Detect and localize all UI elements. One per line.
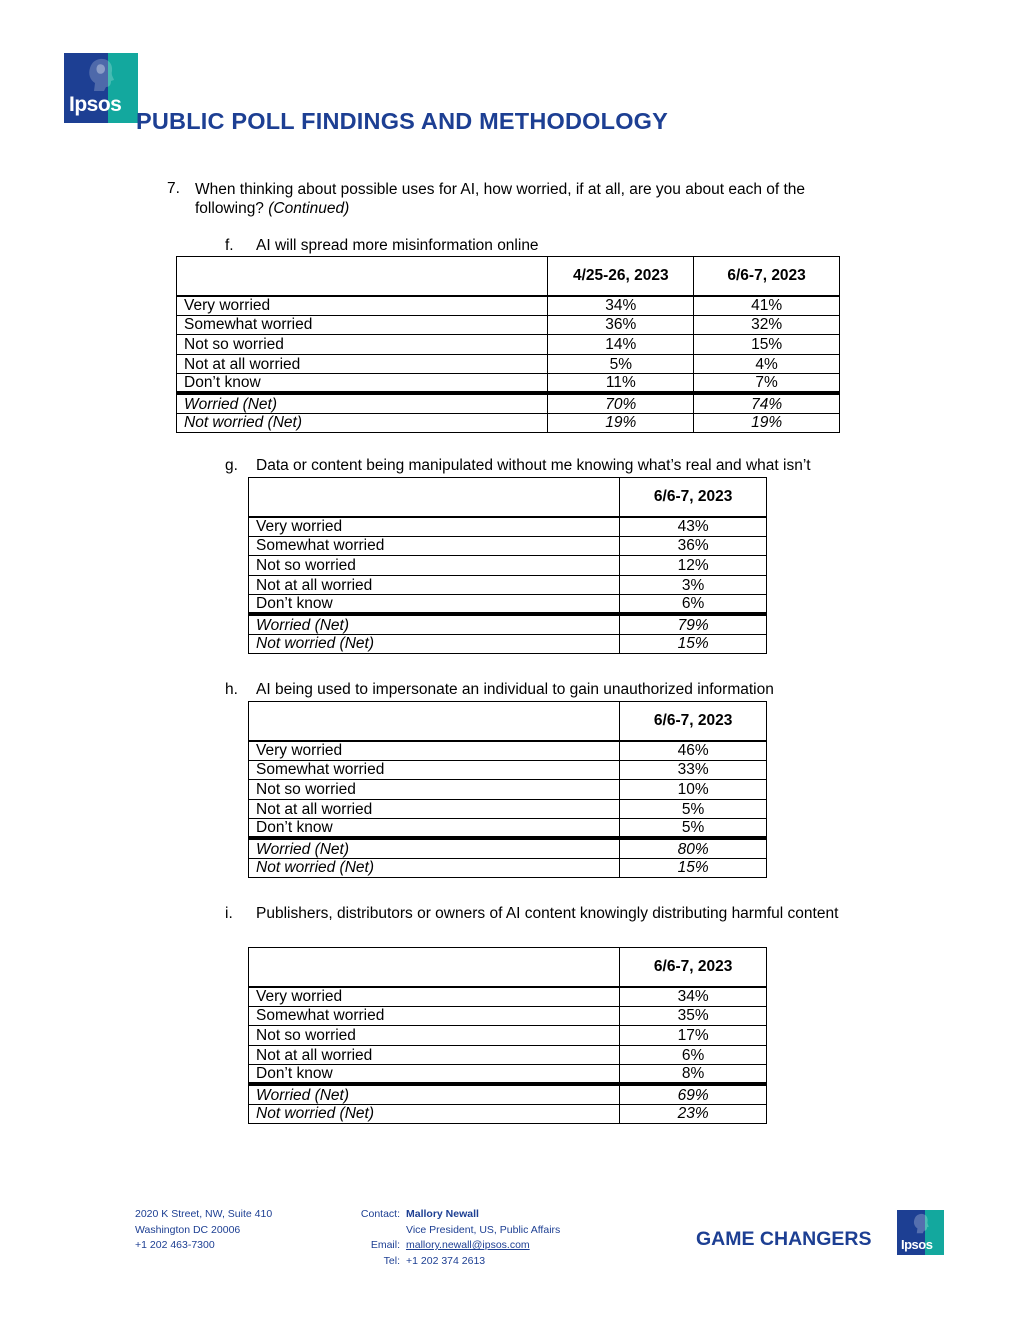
contact-email-link[interactable]: mallory.newall@ipsos.com [406,1239,530,1251]
section-text: Data or content being manipulated without me knowing what’s real and what isn’t [256,457,811,474]
cell-value: 12% [620,556,767,576]
results-table-i [248,947,767,1124]
table-header-blank [177,257,548,296]
table-header-row [177,257,840,296]
profile-head-icon [912,1212,930,1234]
question-continued: (Continued) [268,200,350,217]
table-row [177,335,840,355]
tagline: GAME CHANGERS [696,1228,872,1250]
net-row [177,413,840,433]
row-label: Not at all worried [249,1045,620,1065]
row-label: Not at all worried [249,799,620,819]
column-header: 6/6-7, 2023 [620,948,767,987]
row-label: Very worried [249,741,620,761]
cell-value: 34% [548,296,694,316]
cell-value: 36% [620,536,767,556]
page-title: PUBLIC POLL FINDINGS AND METHODOLOGY [136,108,669,134]
column-header: 6/6-7, 2023 [620,702,767,741]
contact-name: Mallory Newall [406,1208,479,1220]
row-label: Not so worried [249,556,620,576]
row-label: Don’t know [249,1065,620,1085]
cell-value: 35% [620,1006,767,1026]
cell-value: 7% [694,374,840,394]
row-label: Not worried (Net) [249,1104,620,1124]
cell-value: 3% [620,575,767,595]
column-header: 4/25-26, 2023 [548,257,694,296]
cell-value: 5% [620,799,767,819]
table-row [249,819,767,839]
cell-value: 4% [694,354,840,374]
row-label: Somewhat worried [177,315,548,335]
row-label: Not so worried [177,335,548,355]
table-row [249,799,767,819]
contact-label: Contact: [360,1208,400,1220]
cell-value: 69% [620,1084,767,1104]
row-label: Worried (Net) [177,393,548,413]
address-line: 2020 K Street, NW, Suite 410 [135,1208,273,1220]
row-label: Very worried [177,296,548,316]
ipsos-logo [64,53,138,123]
net-row [249,1084,767,1104]
cell-value: 23% [620,1104,767,1124]
column-header: 6/6-7, 2023 [694,257,840,296]
row-label: Don’t know [249,595,620,615]
row-label: Don’t know [177,374,548,394]
cell-value: 19% [694,413,840,433]
contact-title: Vice President, US, Public Affairs [406,1223,561,1236]
row-label: Not so worried [249,780,620,800]
table-row [249,1045,767,1065]
row-label: Not at all worried [177,354,548,374]
profile-head-icon [86,57,116,91]
table-row [177,374,840,394]
section-letter: g. [225,457,238,474]
contact-label-spacer [340,1223,400,1239]
table-row [249,595,767,615]
table-row [177,315,840,335]
row-label: Not worried (Net) [249,858,620,878]
section-text: AI being used to impersonate an individual to gain unauthorized information [256,681,774,698]
cell-value: 6% [620,595,767,615]
table-header-row [249,478,767,517]
ipsos-logo-small [897,1210,944,1255]
cell-value: 11% [548,374,694,394]
table-row [177,296,840,316]
cell-value: 32% [694,315,840,335]
table-header-row [249,702,767,741]
cell-value: 19% [548,413,694,433]
table-row [249,741,767,761]
row-label: Very worried [249,987,620,1007]
table-row [249,517,767,537]
cell-value: 5% [620,819,767,839]
logo-wordmark: Ipsos [901,1237,933,1252]
email-label: Email: [370,1239,400,1251]
footer-contact-values [406,1207,560,1269]
row-label: Somewhat worried [249,1006,620,1026]
row-label: Not worried (Net) [249,634,620,654]
cell-value: 5% [548,354,694,374]
cell-value: 10% [620,780,767,800]
question-number: 7. [167,180,180,197]
table-row [249,1006,767,1026]
address-line: Washington DC 20006 [135,1223,241,1236]
section-letter: f. [225,237,234,254]
row-label: Worried (Net) [249,614,620,634]
table-header-row [249,948,767,987]
cell-value: 34% [620,987,767,1007]
table-header-blank [249,702,620,741]
cell-value: 43% [620,517,767,537]
cell-value: 33% [620,760,767,780]
cell-value: 6% [620,1045,767,1065]
cell-value: 80% [620,838,767,858]
contact-tel: +1 202 374 2613 [406,1254,486,1267]
cell-value: 15% [620,858,767,878]
row-label: Somewhat worried [249,760,620,780]
logo-wordmark: Ipsos [69,93,122,116]
results-table-f [176,256,840,433]
table-row [249,760,767,780]
table-row [177,354,840,374]
results-table-h [248,701,767,878]
cell-value: 41% [694,296,840,316]
cell-value: 15% [694,335,840,355]
net-row [249,858,767,878]
net-row [249,614,767,634]
table-header-blank [249,948,620,987]
row-label: Somewhat worried [249,536,620,556]
cell-value: 17% [620,1026,767,1046]
section-text: Publishers, distributors or owners of AI content knowingly distributing harmful content [256,905,839,922]
table-row [249,987,767,1007]
net-row [249,1104,767,1124]
cell-value: 46% [620,741,767,761]
address-phone: +1 202 463-7300 [135,1239,215,1251]
row-label: Not so worried [249,1026,620,1046]
cell-value: 79% [620,614,767,634]
cell-value: 70% [548,393,694,413]
section-letter: i. [225,905,233,922]
cell-value: 36% [548,315,694,335]
table-row [249,556,767,576]
row-label: Very worried [249,517,620,537]
footer-address [135,1207,272,1254]
results-table-g [248,477,767,654]
table-row [249,1065,767,1085]
row-label: Worried (Net) [249,838,620,858]
net-row [249,838,767,858]
table-row [249,575,767,595]
row-label: Not at all worried [249,575,620,595]
net-row [249,634,767,654]
table-row [249,1026,767,1046]
section-text: AI will spread more misinformation online [256,237,539,254]
tel-label: Tel: [383,1254,400,1267]
cell-value: 15% [620,634,767,654]
net-row [177,393,840,413]
row-label: Worried (Net) [249,1084,620,1104]
table-header-blank [249,478,620,517]
row-label: Not worried (Net) [177,413,548,433]
question-body: When thinking about possible uses for AI, how worried, if at all, are you about each of the following? [195,181,806,217]
section-letter: h. [225,681,238,698]
footer-contact-labels [340,1207,400,1269]
column-header: 6/6-7, 2023 [620,478,767,517]
cell-value: 14% [548,335,694,355]
question-text [195,180,875,218]
cell-value: 74% [694,393,840,413]
table-row [249,780,767,800]
cell-value: 8% [620,1065,767,1085]
row-label: Don’t know [249,819,620,839]
table-row [249,536,767,556]
